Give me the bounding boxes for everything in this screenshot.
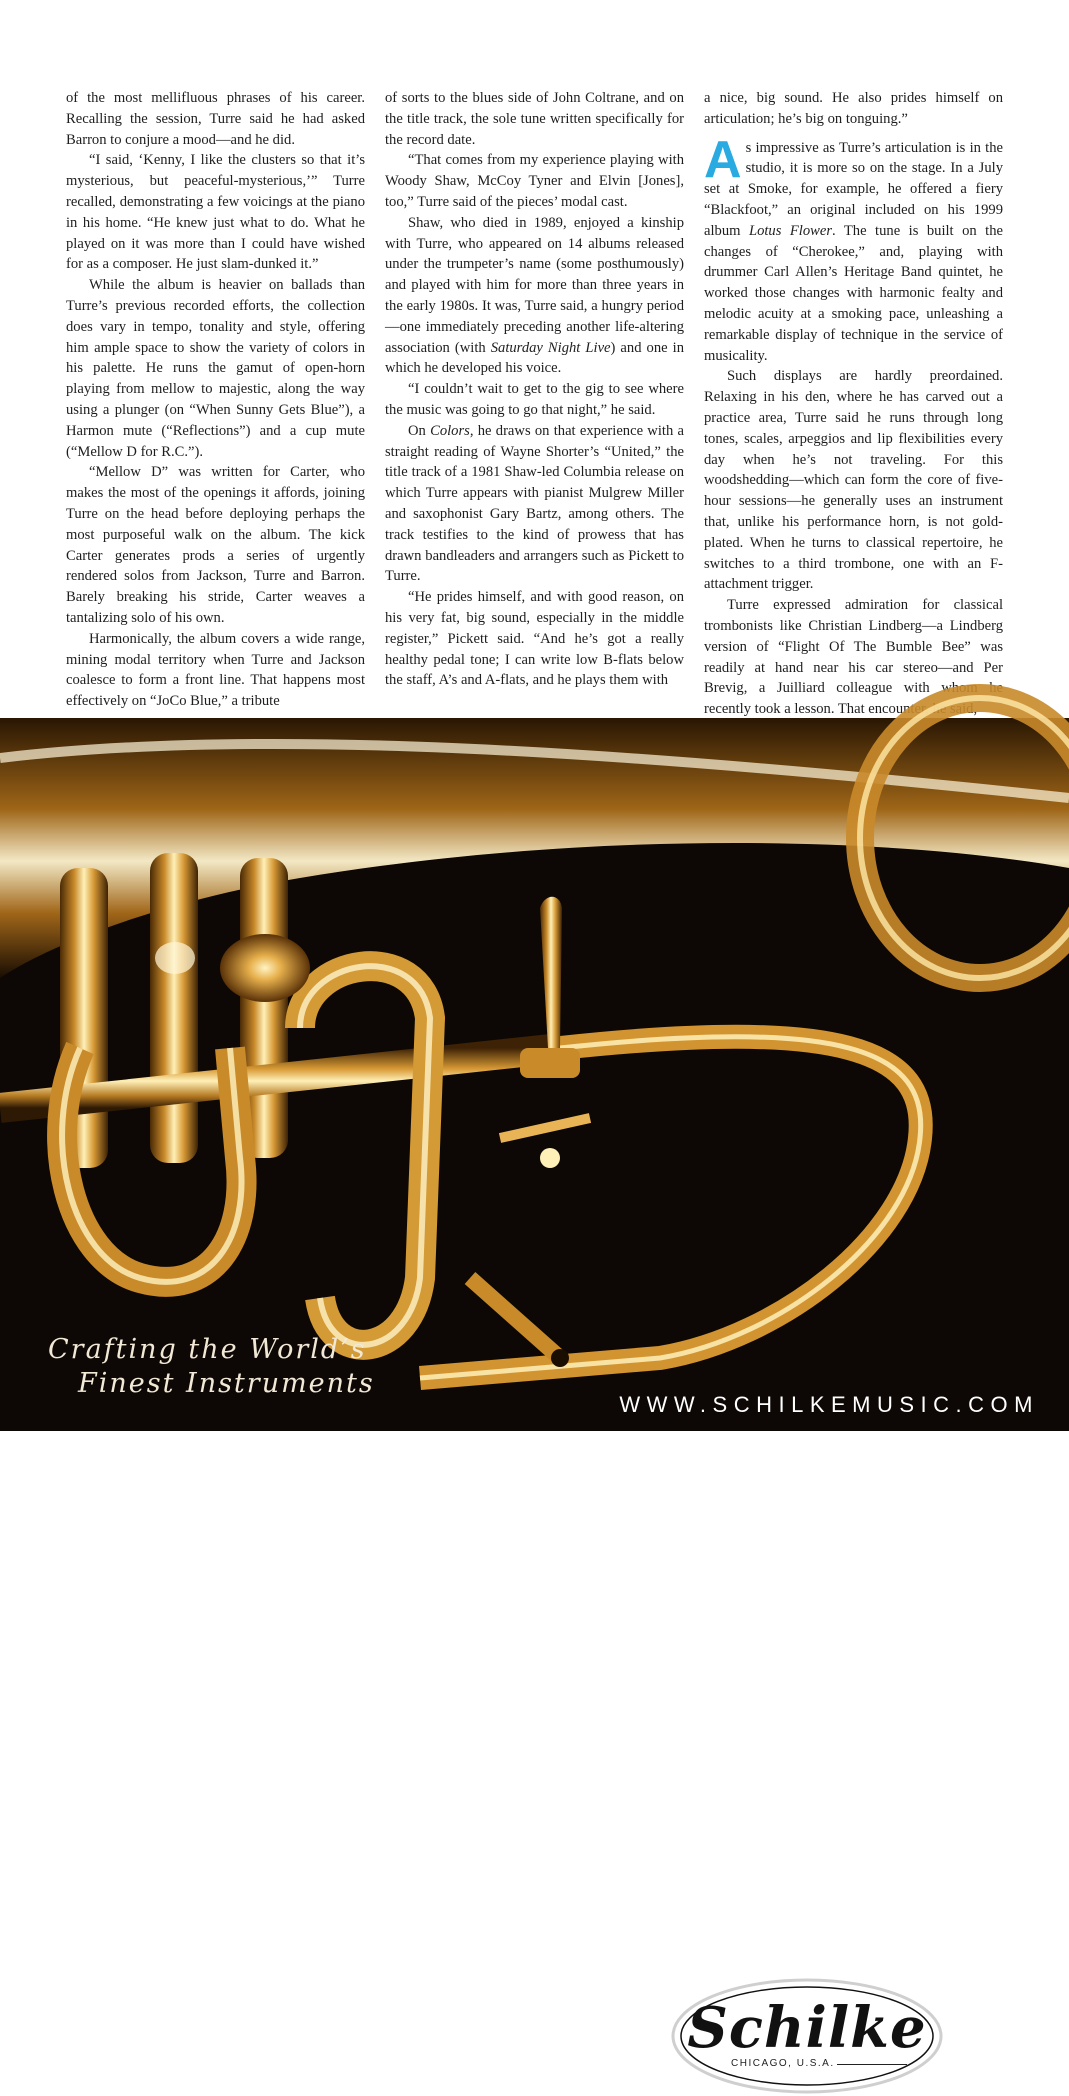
paragraph: Harmonically, the album covers a wide range, mining modal territory when Turre and Jackson coalesce to form a front line. That happens most effectively on “JoCo Blue,” a tribute bbox=[66, 630, 365, 710]
paragraph: Such displays are hardly preordained. Relaxing in his den, where he has carved out a practice area, Turre said he runs through long tones, scales, arpeggios and lip flexibilities every day when he’s not traveling. For this woodshedding—which can form the core of five-hour sessions—he generally uses an instrument that, unlike his performance horn, is not gold-plated. When he turns to classical repertoire, he switches to a third trombone, one with an F-attachment trigger. bbox=[704, 368, 1003, 593]
paragraph: of the most mellifluous phrases of his career. Recalling the session, Turre said he had asked Barron to conjure a mood—and he did. bbox=[66, 90, 365, 148]
paragraph: a nice, big sound. He also prides himself on articulation; he’s big on tonguing.” bbox=[704, 90, 1003, 127]
italic-title: Saturday Night Live bbox=[490, 339, 611, 356]
article-column-3 bbox=[704, 88, 1003, 716]
article-column-2 bbox=[385, 88, 684, 716]
text-run: , he draws on that experience with a straight reading of Wayne Shorter’s “United,” the title track of a 1981 Shaw-led Columbia release on which Turre appears with pianist Mulgrew Miller and saxophonist Gary Bartz, among others. The track testifies to the kind of prowess that has drawn bandleaders and arrangers such as Pickett to Turre. bbox=[385, 422, 684, 585]
ad-tagline bbox=[48, 1333, 428, 1401]
text-run: Shaw, who died in 1989, enjoyed a kinship with Turre, who appeared on 14 albums released under the trumpeter’s name (some posthumously) and played with him for more than three years in the early 1980s. It was, Turre said, a hungry period—one immediately preceding another life-altering association (with bbox=[385, 214, 684, 356]
text-run: . The tune is built on the changes of “Cherokee,” and, playing with drummer Carl Allen’s Heritage Band quintet, he worked those changes with harmonic fealty and melodic acuity at a smoking pace, unleashing a remarkable display of technique in the service of musicality. bbox=[704, 222, 1003, 364]
paragraph: While the album is heavier on ballads than Turre’s previous recorded efforts, the collection does vary in tempo, tonality and style, offering him ample space to show the variety of colors in his palette. He runs the gamut of open-horn playing from mellow to majestic, along the way using a plunger (on “When Sunny Gets Blue”), a Harmon mute (“Reflections”) and a cup mute (“Mellow D for R.C.”). bbox=[66, 277, 365, 460]
logo-wordmark: Schilke bbox=[687, 1995, 927, 2061]
paragraph: “I said, ‘Kenny, I like the clusters so that it’s mysterious, but peaceful-mysterious,’” Turre recalled, demonstrating a few voicings at the piano in his home. “He knew just what to do. What he played on it was more than I could have wished for as a composer. He just slam-dunked it.” bbox=[66, 152, 365, 273]
text-run: As impressive as Turre’s articulation is in the studio, it is more so on the stage. In a July set at Smoke, for example, he offered a fiery “Blackfoot,” an original included on his 1999 album bbox=[704, 130, 1003, 239]
paragraph: “I couldn’t wait to get to the gig to see where the music was going to go that night,” he said. bbox=[385, 381, 684, 418]
schilke-logo bbox=[669, 1976, 945, 2096]
paragraph bbox=[385, 421, 684, 587]
article-body bbox=[66, 88, 1004, 716]
paragraph bbox=[385, 213, 684, 379]
website-url[interactable]: WWW.SCHILKEMUSIC.COM bbox=[619, 1392, 1039, 1417]
paragraph: “He prides himself, and with good reason, on his very fat, big sound, especially in the middle register,” Pickett said. “And he’s got a really healthy pedal tone; I can write low B-flats below the staff, A’s and A-flats, and he plays them with bbox=[385, 589, 684, 689]
logo-rule bbox=[837, 2064, 907, 2065]
logo-location: CHICAGO, U.S.A. bbox=[731, 2058, 835, 2069]
schilke-advertisement bbox=[0, 718, 1069, 2069]
paragraph: Turre expressed admiration for classical trombonists like Christian Lindberg—a Lindberg version of “Flight Of The Bumble Bee” was readily at hand near his car stereo—and Per Brevig, a Juilliard colleague with whom he recently took a lesson. That encounter, he said, bbox=[704, 597, 1003, 718]
dropcap-paragraph bbox=[704, 130, 1003, 367]
italic-title: Lotus Flower bbox=[748, 222, 833, 239]
paragraph: “That comes from my experience playing with Woody Shaw, McCoy Tyner and Elvin [Jones], too,” Turre said of the pieces’ modal cast. bbox=[385, 152, 684, 210]
paragraph: “Mellow D” was written for Carter, who makes the most of the openings it affords, joining Turre on the head before deploying perhaps the most purposeful walk on the album. The kick Carter generates prods a series of urgently rendered solos from Jackson, Turre and Barron. Barely breaking his stride, Carter weaves a tantalizing solo of his own. bbox=[66, 464, 365, 626]
paragraph: of sorts to the blues side of John Coltrane, and on the title track, the sole tune written specifically for the record date. bbox=[385, 90, 684, 148]
italic-title: Colors bbox=[430, 422, 470, 439]
brass-instrument-photo bbox=[0, 718, 1069, 1431]
text-run: On bbox=[408, 422, 431, 439]
tagline-line: Finest Instruments bbox=[78, 1368, 375, 1399]
article-column-1 bbox=[66, 88, 365, 716]
text-run: ) and one in which he developed his voice. bbox=[385, 339, 684, 377]
tagline-line: Crafting the World’s bbox=[48, 1334, 367, 1365]
